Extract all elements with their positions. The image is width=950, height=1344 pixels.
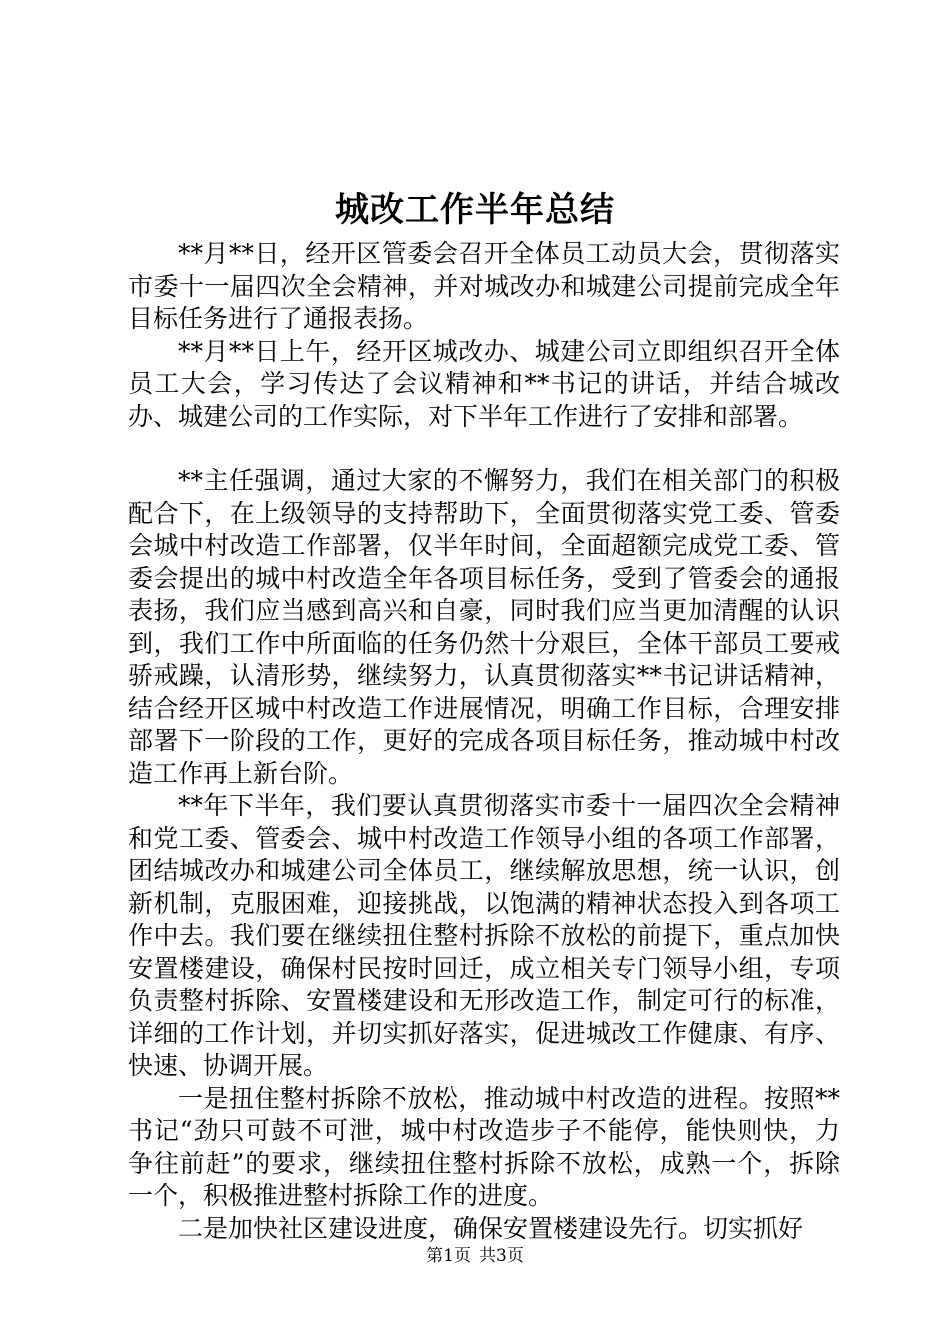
page-total: 共3页	[479, 1246, 524, 1266]
paragraph-1: **月**日，经开区管委会召开全体员工动员大会，贯彻落实市委十一届四次全会精神，并对城改办和城建公司提前完成全年目标任务进行了通报表扬。	[128, 239, 840, 333]
paragraph-4: **年下半年，我们要认真贯彻落实市委十一届四次全会精神和党工委、管委会、城中村改造工作领导小组的各项工作部署，团结城改办和城建公司全体员工，继续解放思想，统一认识，创新机制，克服困难，迎接挑战，以饱满的精神状态投入到各项工作中去。我们要在继续扭住整村拆除不放松的前提下，重点加快安置楼建设，确保村民按时回迁，成立相关专门领导小组，专项负责整村拆除、安置楼建设和无形改造工作，制定可行的标准，详细的工作计划，并切实抓好落实，促进城改工作健康、有序、快速、协调开展。	[128, 791, 840, 1080]
paragraph-5: 一是扭住整村拆除不放松，推动城中村改造的进程。按照**书记“劲只可鼓不可泄，城中村改造步子不能停，能快则快，力争往前赶”的要求，继续扭住整村拆除不放松，成熟一个，拆除一个，积极推进整村拆除工作的进度。	[128, 1083, 840, 1210]
paragraph-2: **月**日上午，经开区城改办、城建公司立即组织召开全体员工大会，学习传达了会议精神和**书记的讲话，并结合城改办、城建公司的工作实际，对下半年工作进行了安排和部署。	[128, 336, 840, 431]
document-title: 城改工作半年总结	[335, 190, 615, 230]
paragraph-6: 二是加快社区建设进度，确保安置楼建设先行。切实抓好	[178, 1213, 804, 1243]
paragraph-3: **主任强调，通过大家的不懈努力，我们在相关部门的积极配合下，在上级领导的支持帮助下，全面贯彻落实党工委、管委会城中村改造工作部署，仅半年时间，全面超额完成党工委、管委会提出的城中村改造全年各项目标任务，受到了管委会的通报表扬，我们应当感到高兴和自豪，同时我们应当更加清醒的认识到，我们工作中所面临的任务仍然十分艰巨，全体干部员工要戒骄戒躁，认清形势，继续努力，认真贯彻落实**书记讲话精神，结合经开区城中村改造工作进展情况，明确工作目标，合理安排部署下一阶段的工作，更好的完成各项目标任务，推动城中村改造工作再上新台阶。	[128, 466, 840, 788]
page-number: 第1页	[426, 1246, 471, 1266]
document-body	[128, 238, 840, 1245]
page-footer	[0, 1245, 950, 1267]
